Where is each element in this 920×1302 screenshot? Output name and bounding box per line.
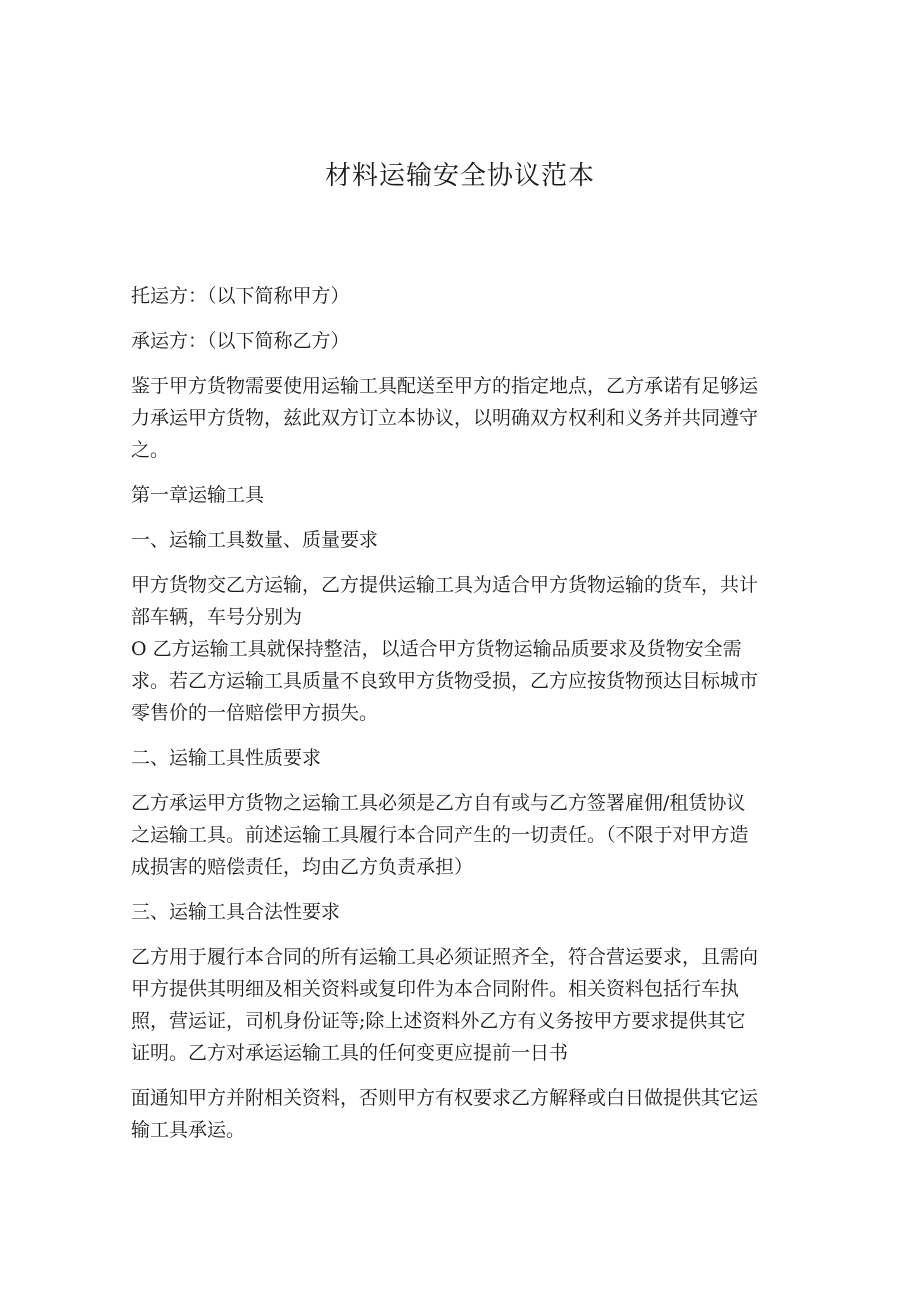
section-1-text-line: 求。若乙方运输工具质量不良致甲方货物受损，乙方应按货物预达目标城市: [131, 670, 759, 692]
section-3-text-line: 照，营运证，司机身份证等;除上述资料外乙方有义务按甲方要求提供其它: [131, 1010, 746, 1032]
section-2-text-line: 乙方承运甲方货物之运输工具必须是乙方自有或与乙方签署雇佣/租赁协议: [131, 792, 746, 814]
section-heading-2: 二、运输工具性质要求: [131, 747, 322, 769]
section-1-text-line: 甲方货物交乙方运输，乙方提供运输工具为适合甲方货物运输的货车，共计: [131, 574, 759, 596]
preamble-line: 力承运甲方货物，兹此双方订立本协议，以明确双方权利和义务并共同遵守: [131, 407, 759, 429]
document-title: 材料运输安全协议范本: [324, 161, 595, 191]
carrier-line: 承运方：（以下简称乙方）: [131, 330, 350, 352]
section-3-continued-line: 输工具承运。: [131, 1119, 246, 1141]
shipper-line: 托运方：（以下简称甲方）: [131, 285, 350, 307]
section-3-text-line: 甲方提供其明细及相关资料或复印件为本合同附件。相关资料包括行车执: [131, 978, 740, 1000]
chapter-heading: 第一章运输工具: [131, 484, 265, 506]
section-1-text-line: 部车辆，车号分别为: [131, 606, 303, 628]
section-3-text-line: 乙方用于履行本合同的所有运输工具必须证照齐全，符合营运要求，且需向: [131, 946, 759, 968]
section-1-text-line: 零售价的一倍赔偿甲方损失。: [131, 702, 379, 724]
section-heading-1: 一、运输工具数量、质量要求: [131, 529, 379, 551]
preamble-line: 鉴于甲方货物需要使用运输工具配送至甲方的指定地点，乙方承诺有足够运: [131, 375, 759, 397]
section-3-continued-line: 面通知甲方并附相关资料，否则甲方有权要求乙方解释或白日做提供其它运: [131, 1087, 759, 1109]
section-2-text-line: 成损害的赔偿责任，均由乙方负责承担）: [131, 856, 474, 878]
section-1-text-line: O 乙方运输工具就保持整洁，以适合甲方货物运输品质要求及货物安全需: [131, 638, 742, 660]
section-2-text-line: 之运输工具。前述运输工具履行本合同产生的一切责任。（不限于对甲方造: [131, 824, 749, 846]
section-3-text-line: 证明。乙方对承运运输工具的任何变更应提前一日书: [131, 1042, 569, 1064]
preamble-line: 之。: [131, 439, 170, 461]
section-heading-3: 三、运输工具合法性要求: [131, 901, 341, 923]
